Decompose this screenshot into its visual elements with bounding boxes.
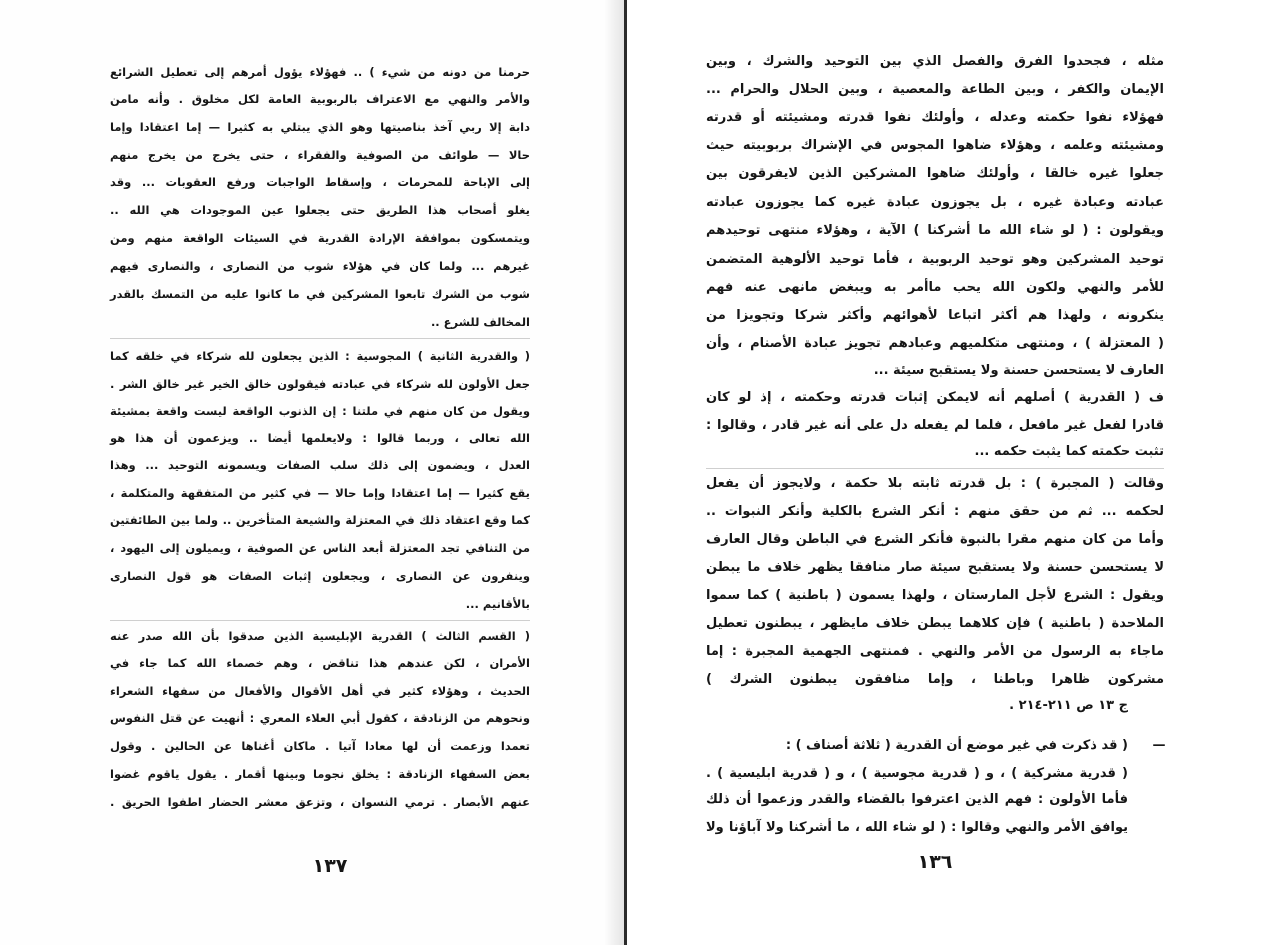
text-line: ويقول من كان منهم في ملتنا : إن الذنوب الواقعة ليست واقعة بمشيئة bbox=[110, 404, 530, 418]
text-line: الملاحدة ( باطنية ) فإن كلاهما يبطن خلاف مايظهر ، يبطنون تعطيل bbox=[706, 616, 1164, 631]
text-line: لحكمه ... ثم من حقق منهم : أنكر الشرع بالكلية وأنكر النبوات .. bbox=[706, 504, 1164, 519]
text-line: كما وقع اعتقاد ذلك في المعتزلة والشيعة المتأخرين .. ولما بين الطائفتين bbox=[110, 513, 530, 527]
page-number: ١٣٦ bbox=[917, 851, 953, 873]
text-line: وقالت ( المجبرة ) : بل قدرته ثابته بلا حكمة ، ولايجوز أن يفعل bbox=[706, 476, 1164, 491]
text-line: والأمر والنهي مع الاعتراف بالربوبية العامة لكل مخلوق . وأنه مامن bbox=[110, 92, 530, 106]
text-line: من التنافي تجد المعتزلة أبعد الناس عن الصوفية ، ويميلون إلى اليهود ، bbox=[110, 541, 530, 555]
text-line: يقع كثيرا — إما اعتقادا وإما حالا — في كثير من المتفقهة والمتكلمة ، bbox=[110, 486, 530, 500]
spine-shadow bbox=[604, 0, 624, 945]
footnote-line: ( قدرية مشركية ) ، و ( قدرية مجوسية ) ، و ( قدرية ابليسية ) . bbox=[706, 766, 1128, 781]
text-line: يغلو أصحاب هذا الطريق حتى يجعلوا عين الموجودات هي الله .. bbox=[110, 203, 530, 217]
text-line: غيرهم ... ولما كان في هؤلاء شوب من النصارى ، والنصارى فيهم bbox=[110, 259, 530, 273]
text-line: بالأقانيم ... bbox=[465, 597, 530, 611]
text-line: وينفرون عن النصارى ، ويجعلون إثبات الصفات هو قول النصارى bbox=[110, 569, 530, 583]
text-line: عبادته وعبادة غيره ، بل يجوزون عبادة غيره كما يجوزون عبادته bbox=[706, 195, 1164, 210]
footnote-line: ( قد ذكرت في غير موضع أن القدرية ( ثلاثة أصناف ) : bbox=[785, 738, 1128, 753]
paragraph-rule bbox=[110, 620, 530, 621]
paragraph-rule bbox=[110, 338, 530, 339]
text-line: الحديث ، وهؤلاء كثير في أهل الأقوال والأفعال من سفهاء الشعراء bbox=[110, 684, 530, 698]
text-line: ف ( القدرية ) أصلهم أنه لايمكن إثبات قدرته وحكمته ، إذ لو كان bbox=[706, 390, 1164, 405]
text-line: حالا — طوائف من الصوفية والفقراء ، حتى يخرج من يخرج منهم bbox=[110, 148, 530, 162]
text-line: الله تعالى ، وربما قالوا : ولايعلمها أيضا .. ويزعمون أن هذا هو bbox=[110, 431, 530, 445]
text-line: ويتمسكون بموافقة الإرادة القدرية في السيئات الواقعة منهم ومن bbox=[110, 231, 530, 245]
text-line: العارف لا يستحسن حسنة ولا يستقبح سيئة ... bbox=[873, 363, 1164, 378]
page-right bbox=[627, 0, 1275, 945]
text-line: حرمنا من دونه من شيء ) .. فهؤلاء يؤول أمرهم إلى تعطيل الشرائع bbox=[110, 65, 530, 79]
text-line: توحيد المشركين وهو توحيد الربوبية ، فأما توحيد الألوهية المتضمن bbox=[706, 252, 1164, 267]
text-line: الأمران ، لكن عندهم هذا تناقض ، وهم خصماء الله كما جاء في bbox=[110, 656, 530, 670]
text-line: ومشيئته وعلمه ، وهؤلاء ضاهوا المجوس في الإشراك بربوبيته حيث bbox=[706, 138, 1164, 153]
text-line: قادرا لفعل غير مافعل ، فلما لم يفعله دل على أنه غير قادر ، وقالوا : bbox=[706, 418, 1164, 433]
page-left bbox=[0, 0, 624, 945]
text-line: ( المعتزلة ) ، ومنتهى متكلميهم وعبادهم تجويز عبادة الأصنام ، وأن bbox=[706, 336, 1164, 351]
text-line: ويقول : الشرع لأجل المارستان ، ولهذا يسمون ( باطنية ) كما سموا bbox=[706, 588, 1164, 603]
text-line: العدل ، ويضمون إلى ذلك سلب الصفات ويسمونه التوحيد ... وهذا bbox=[110, 458, 530, 472]
text-line: فهؤلاء نفوا حكمته وعدله ، وأولئك نفوا قدرته ومشيئته أو قدرته bbox=[706, 110, 1164, 125]
text-line: عنهم الأبصار . ترمي النسوان ، وتزعق معشر الحضار اطفوا الحريق . bbox=[110, 795, 530, 809]
paragraph-rule bbox=[706, 468, 1164, 469]
text-line: ( والقدرية الثانية ) المجوسية : الذين يجعلون لله شركاء في خلقه كما bbox=[110, 349, 530, 363]
text-line: ونحوهم من الزنادقة ، كقول أبي العلاء المعري : أنهيت عن قتل النفوس bbox=[110, 711, 530, 725]
text-line: ( القسم الثالث ) القدرية الإبليسية الذين صدقوا بأن الله صدر عنه bbox=[110, 629, 530, 643]
text-line: لا يستحسن حسنة ولا يستقبح سيئة صار منافقا يظهر خلاف ما يبطن bbox=[706, 560, 1164, 575]
footnote-line: يوافق الأمر والنهي وقالوا : ( لو شاء الله ، ما أشركنا ولا آباؤنا ولا bbox=[706, 820, 1128, 835]
text-line: وأما من كان منهم مقرا بالنبوة فأنكر الشرع في الباطن وقال العارف bbox=[706, 532, 1164, 547]
text-line: جعلوا غيره خالقا ، وأولئك ضاهوا المشركين الذين لايفرقون بين bbox=[706, 166, 1164, 181]
text-line: المخالف للشرع .. bbox=[430, 315, 530, 329]
text-line: جعل الأولون لله شركاء في عبادته فيقولون خالق الخير غير خالق الشر . bbox=[110, 377, 530, 391]
text-line: ويقولون : ( لو شاء الله ما أشركنا ) الآية ، وهؤلاء منتهى توحيدهم bbox=[706, 223, 1164, 238]
citation: ج ١٣ ص ٢١١-٢١٤ . bbox=[1009, 698, 1128, 713]
footnote-marker: — bbox=[1152, 738, 1166, 753]
text-line: شوب من الشرك تابعوا المشركين في ما كانوا عليه من التمسك بالقدر bbox=[110, 287, 530, 301]
page-number: ١٣٧ bbox=[312, 855, 348, 877]
text-line: للأمر والنهي ولكون الله يحب ماأمر به ويبغض مانهى عنه فهم bbox=[706, 280, 1164, 295]
text-line: تعمدا وزعمت أن لها معادا آتيا . ماكان أغناها عن الحالين . وقول bbox=[110, 739, 530, 753]
text-line: مثله ، فجحدوا الفرق والفصل الذي بين التوحيد والشرك ، وبين bbox=[706, 54, 1164, 69]
text-line: تثبت حكمته كما يثبت حكمه ... bbox=[974, 444, 1164, 459]
text-line: إلى الإباحة للمحرمات ، وإسقاط الواجبات ورفع العقوبات ... وقد bbox=[110, 175, 530, 189]
footnote-line: فأما الأولون : فهم الذين اعترفوا بالقضاء والقدر وزعموا أن ذلك bbox=[706, 792, 1128, 807]
text-line: ينكرونه ، ولهذا هم أكثر اتباعا لأهوائهم وأكثر شركا وتجويزا من bbox=[706, 308, 1164, 323]
text-line: ماجاء به الرسول من الأمر والنهي . فمنتهى الجهمية المجبرة : إما bbox=[706, 644, 1164, 659]
text-line: دابة إلا ربي آخذ بناصيتها وهو الذي يبتلي به كثيرا — إما اعتقادا وإما bbox=[110, 120, 530, 134]
text-line: الإيمان والكفر ، وبين الطاعة والمعصية ، وبين الحلال والحرام ... bbox=[706, 82, 1164, 97]
text-line: مشركون ظاهرا وباطنا ، وإما منافقون يبطنون الشرك ) bbox=[706, 672, 1164, 687]
text-line: بعض السفهاء الزنادقة : يخلق نجوما وبينها أقمار . يقول ياقوم غضوا bbox=[110, 767, 530, 781]
